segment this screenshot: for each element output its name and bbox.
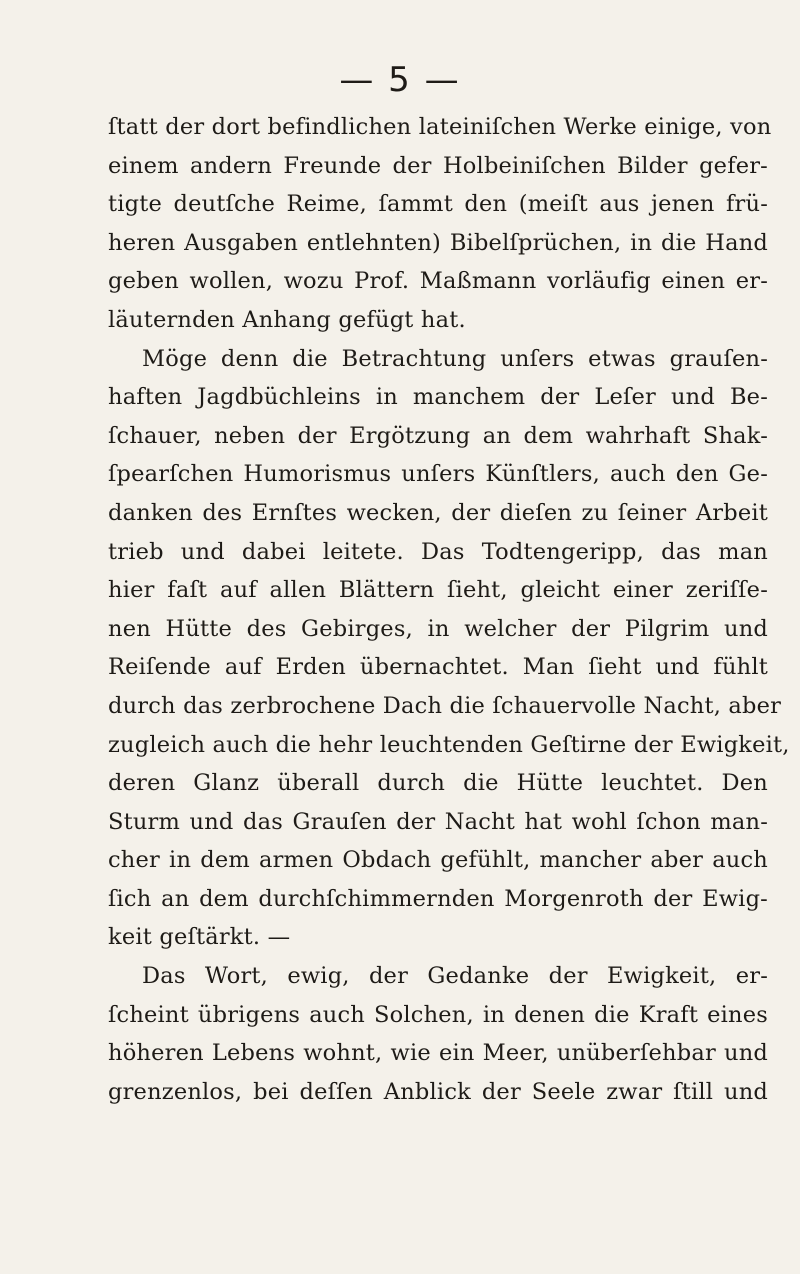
- text-line: Möge denn die Betrachtung unſers etwas grauſen-: [142, 345, 768, 372]
- text-line: trieb und dabei leitete. Das Todtengeripp, das man: [108, 538, 768, 565]
- text-line: grenzenlos, bei deſſen Anblick der Seele zwar ſtill und: [108, 1078, 768, 1105]
- text-line: deren Glanz überall durch die Hütte leuchtet. Den: [108, 770, 768, 797]
- text-line: haften Jagdbüchleins in manchem der Leſer und Be-: [108, 384, 768, 411]
- text-line: heren Ausgaben entlehnten) Bibelſprüchen, in die Hand: [108, 229, 768, 256]
- text-line: ſcheint übrigens auch Solchen, in denen die Kraft eines: [108, 1001, 768, 1028]
- text-line: ſchauer, neben der Ergötzung an dem wahrhaft Shak-: [108, 422, 768, 449]
- text-line: einem andern Freunde der Holbeiniſchen Bilder gefer-: [108, 152, 768, 179]
- text-line: durch das zerbrochene Dach die ſchauervolle Nacht, aber: [108, 692, 782, 719]
- text-line: Sturm und das Grauſen der Nacht hat wohl ſchon man-: [108, 808, 768, 835]
- text-line: Das Wort, ewig, der Gedanke der Ewigkeit, er-: [142, 963, 768, 990]
- text-line: keit geſtärkt. —: [108, 924, 291, 951]
- text-line: läuternden Anhang gefügt hat.: [108, 306, 466, 333]
- text-line: ſpearſchen Humorismus unſers Künſtlers, auch den Ge-: [108, 461, 768, 488]
- text-line: tigte deutſche Reime, ſammt den (meiſt aus jenen frü-: [108, 191, 768, 218]
- text-line: nen Hütte des Gebirges, in welcher der Pilgrim und: [108, 615, 768, 642]
- text-line: Reiſende auf Erden übernachtet. Man ſieht und fühlt: [108, 654, 768, 681]
- text-line: höheren Lebens wohnt, wie ein Meer, unüberſehbar und: [108, 1040, 768, 1067]
- text-line: zugleich auch die hehr leuchtenden Geſtirne der Ewigkeit,: [108, 731, 790, 758]
- page-number: — 5 —: [339, 60, 461, 100]
- text-line: danken des Ernſtes wecken, der dieſen zu ſeiner Arbeit: [108, 499, 768, 526]
- text-line: ſich an dem durchſchimmernden Morgenroth der Ewig-: [108, 885, 768, 912]
- text-line: ſtatt der dort befindlichen lateiniſchen Werke einige, von: [108, 114, 772, 140]
- text-line: cher in dem armen Obdach gefühlt, mancher aber auch: [108, 847, 768, 874]
- body-text: [108, 108, 790, 1111]
- text-line: geben wollen, wozu Prof. Maßmann vorläufig einen er-: [108, 268, 768, 295]
- text-line: hier faſt auf allen Blättern ſieht, gleicht einer zeriſſe-: [108, 577, 768, 604]
